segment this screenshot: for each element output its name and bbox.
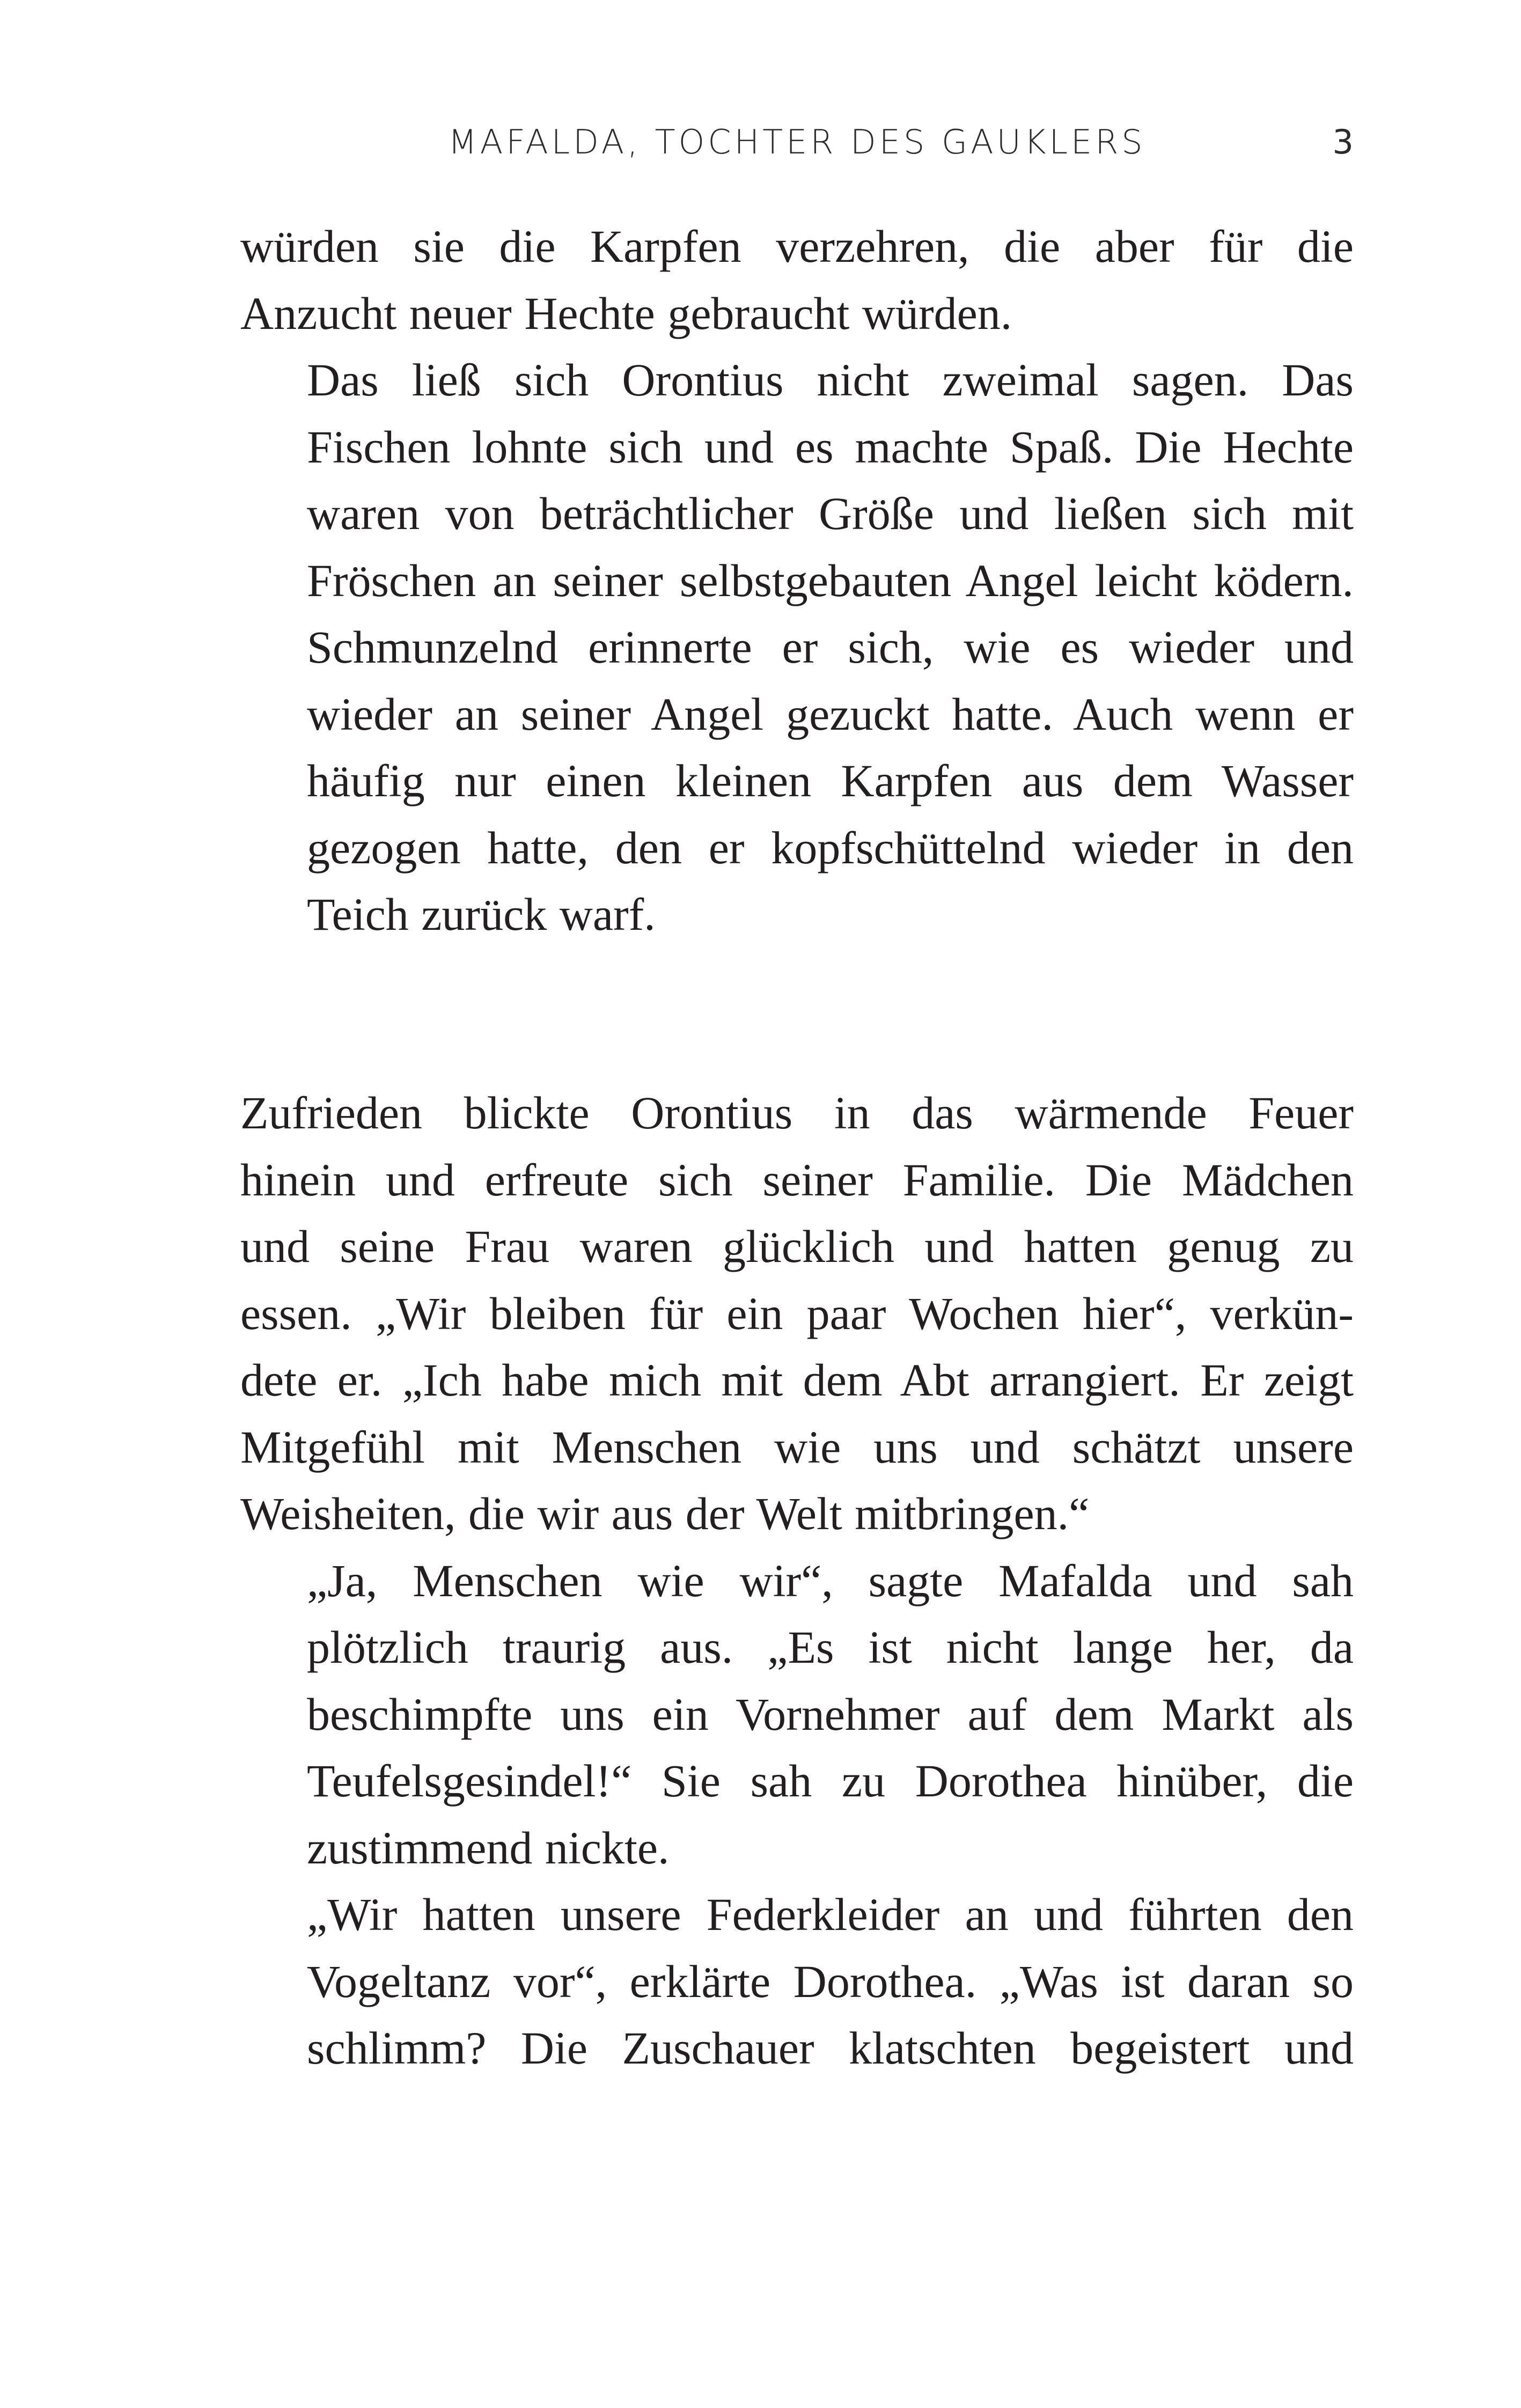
text-line: schlimm? Die Zuschauer klatschten begeistert und — [307, 2022, 1354, 2074]
text-line: essen. „Wir bleiben für ein paar Wochen hier“, verkün- — [240, 1287, 1354, 1339]
text-section-2 — [240, 1080, 1354, 2082]
text-line: Fröschen an seiner selbstgebauten Angel leicht ködern. — [307, 554, 1354, 606]
text-line: zustimmend nickte. — [307, 1822, 670, 1874]
text-line: Anzucht neuer Hechte gebraucht würden. — [240, 287, 1012, 339]
text-line: beschimpfte uns ein Vornehmer auf dem Markt als — [307, 1688, 1354, 1740]
text-line: wieder an seiner Angel gezuckt hatte. Auch wenn er — [307, 688, 1354, 740]
text-line: Vogeltanz vor“, erklärte Dorothea. „Was ist daran so — [307, 1955, 1354, 2007]
text-line: „Ja, Menschen wie wir“, sagte Mafalda und sah — [307, 1554, 1354, 1606]
text-line: häufig nur einen kleinen Karpfen aus dem Wasser — [307, 755, 1354, 806]
page-number: 3 — [1332, 122, 1354, 161]
text-line: hinein und erfreute sich seiner Familie. Die Mädchen — [240, 1154, 1354, 1206]
text-line: waren von beträchtlicher Größe und ließen sich mit — [307, 488, 1354, 539]
paragraph — [240, 1080, 1354, 1547]
paragraph — [240, 1881, 1354, 2082]
running-title: MAFALDA, TOCHTER DES GAUKLERS — [448, 122, 1146, 161]
text-line: gezogen hatte, den er kopfschüttelnd wieder in den — [307, 821, 1354, 873]
text-line: und seine Frau waren glücklich und hatten genug zu — [240, 1221, 1354, 1272]
paragraph — [240, 347, 1354, 948]
paragraph — [240, 1547, 1354, 1882]
text-line: plötzlich traurig aus. „Es ist nicht lange her, da — [307, 1621, 1354, 1673]
text-line: Fischen lohnte sich und es machte Spaß. Die Hechte — [307, 421, 1354, 473]
text-line: Teich zurück warf. — [307, 889, 656, 940]
text-line: Mitgefühl mit Menschen wie uns und schätzt unsere — [240, 1421, 1354, 1473]
text-line: dete er. „Ich habe mich mit dem Abt arrangiert. Er zeigt — [240, 1354, 1354, 1406]
text-line: „Wir hatten unsere Federkleider an und führten den — [307, 1889, 1354, 1940]
text-line: Teufelsgesindel!“ Sie sah zu Dorothea hinüber, die — [307, 1755, 1354, 1807]
paragraph — [240, 213, 1354, 347]
running-head — [240, 122, 1354, 171]
text-line: Weisheiten, die wir aus der Welt mitbringen.“ — [240, 1488, 1090, 1539]
text-line: Schmunzelnd erinnerte er sich, wie es wieder und — [307, 621, 1354, 673]
text-line: Zufrieden blickte Orontius in das wärmende Feuer — [240, 1087, 1354, 1139]
text-line: Das ließ sich Orontius nicht zweimal sagen. Das — [307, 354, 1354, 406]
text-line: würden sie die Karpfen verzehren, die aber für die — [240, 221, 1354, 272]
text-section-1 — [240, 213, 1354, 948]
